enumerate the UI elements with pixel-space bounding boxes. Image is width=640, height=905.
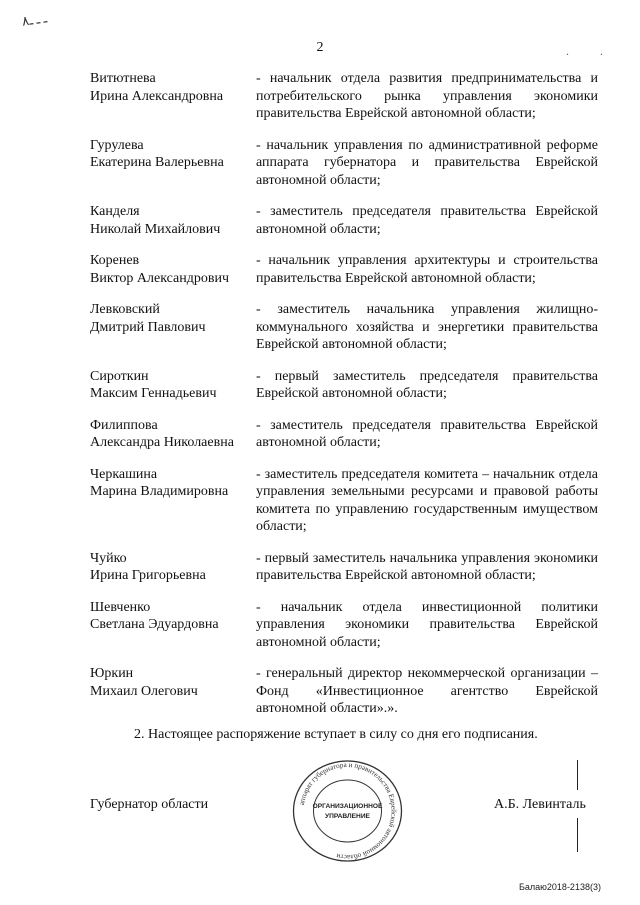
scan-edge-dots: . . bbox=[566, 44, 617, 58]
member-given-name: Ирина Александровна bbox=[90, 88, 224, 104]
member-row bbox=[90, 203, 598, 238]
effective-date-clause: 2. Настоящее распоряжение вступает в силу со дня его подписания. bbox=[134, 727, 538, 742]
member-given-name: Светлана Эдуардовна bbox=[90, 617, 219, 632]
member-surname: Чуйко bbox=[90, 550, 127, 566]
member-surname: Витютнева bbox=[90, 71, 156, 86]
member-role: - первый заместитель начальника управления экономики правительства Еврейской автономной области; bbox=[256, 550, 598, 583]
member-role: - заместитель председателя правительства Еврейской автономной области; bbox=[256, 204, 598, 237]
member-role: - заместитель председателя правительства Еврейской автономной области; bbox=[256, 417, 598, 450]
signatory-title: Губернатор области bbox=[90, 797, 209, 812]
seal-ring-text: аппарат губернатора и правительства Еврейской автономной области bbox=[297, 760, 398, 862]
signature-stroke bbox=[577, 818, 578, 852]
member-row bbox=[90, 466, 598, 536]
signature-stroke bbox=[577, 760, 578, 790]
member-row bbox=[90, 665, 598, 718]
member-role: - первый заместитель председателя правительства Еврейской автономной области; bbox=[256, 368, 598, 401]
member-name bbox=[90, 417, 256, 452]
seal-center-line: УПРАВЛЕНИЕ bbox=[325, 813, 370, 820]
member-role: - начальник отдела развития предпринимательства и потребительского рынка управления экономики правительства Еврейской автономной области; bbox=[256, 71, 598, 121]
member-name bbox=[90, 665, 256, 718]
member-surname: Канделя bbox=[90, 204, 140, 219]
member-given-name: Екатерина Валерьевна bbox=[90, 155, 224, 170]
member-role: - начальник отдела инвестиционной политики управления экономики правительства Еврейской автономной области; bbox=[256, 599, 598, 650]
member-given-name: Николай Михайлович bbox=[90, 221, 221, 237]
member-row bbox=[90, 417, 598, 452]
member-name bbox=[90, 70, 256, 123]
member-name bbox=[90, 252, 256, 287]
signatory-name: А.Б. Левинталь bbox=[494, 797, 586, 812]
member-name bbox=[90, 466, 256, 536]
corner-scribble: ـ ـ ـ۸ bbox=[21, 10, 48, 29]
member-surname: Сироткин bbox=[90, 368, 149, 384]
member-surname: Левковский bbox=[90, 302, 160, 317]
member-given-name: Дмитрий Павлович bbox=[90, 319, 206, 335]
member-row bbox=[90, 137, 598, 190]
member-row bbox=[90, 368, 598, 403]
document-registration-number: Балаю2018-2138(3) bbox=[519, 882, 601, 892]
member-name bbox=[90, 550, 256, 585]
member-role: - заместитель председателя комитета – начальник отдела управления земельными ресурсами и правовой работы комитета по управлению государственным имуществом области; bbox=[256, 466, 598, 534]
member-row bbox=[90, 599, 598, 652]
member-role: - заместитель начальника управления жилищно-коммунального хозяйства и энергетики правительства Еврейской автономной области; bbox=[256, 302, 598, 352]
seal-center-line: ОРГАНИЗАЦИОННОЕ bbox=[312, 803, 383, 810]
member-row bbox=[90, 301, 598, 354]
member-name bbox=[90, 137, 256, 190]
member-surname: Юркин bbox=[90, 666, 134, 681]
member-surname: Коренев bbox=[90, 253, 140, 268]
member-surname: Черкашина bbox=[90, 466, 158, 482]
page-number: 2 bbox=[316, 40, 324, 55]
member-surname: Шевченко bbox=[90, 599, 151, 615]
member-row bbox=[90, 550, 598, 585]
member-role: - начальник управления по административной реформе аппарата губернатора и правительства Еврейской автономной области; bbox=[256, 137, 598, 188]
member-given-name: Максим Геннадьевич bbox=[90, 386, 217, 401]
member-given-name: Александра Николаевна bbox=[90, 435, 234, 450]
member-given-name: Михаил Олегович bbox=[90, 683, 198, 699]
member-name bbox=[90, 368, 256, 403]
member-surname: Филиппова bbox=[90, 417, 158, 433]
member-name bbox=[90, 203, 256, 238]
member-row bbox=[90, 252, 598, 287]
member-role: - генеральный директор некоммерческой организации – Фонд «Инвестиционное агентство Еврейской автономной области».». bbox=[256, 666, 598, 716]
official-seal bbox=[290, 758, 405, 864]
member-role: - начальник управления архитектуры и строительства правительства Еврейской автономной области; bbox=[256, 253, 598, 286]
member-row bbox=[90, 70, 598, 123]
committee-member-list bbox=[90, 70, 598, 732]
member-surname: Гурулева bbox=[90, 137, 144, 153]
member-name bbox=[90, 599, 256, 652]
member-name bbox=[90, 301, 256, 354]
member-given-name: Ирина Григорьевна bbox=[90, 568, 206, 583]
member-given-name: Марина Владимировна bbox=[90, 484, 229, 499]
member-given-name: Виктор Александрович bbox=[90, 270, 230, 286]
